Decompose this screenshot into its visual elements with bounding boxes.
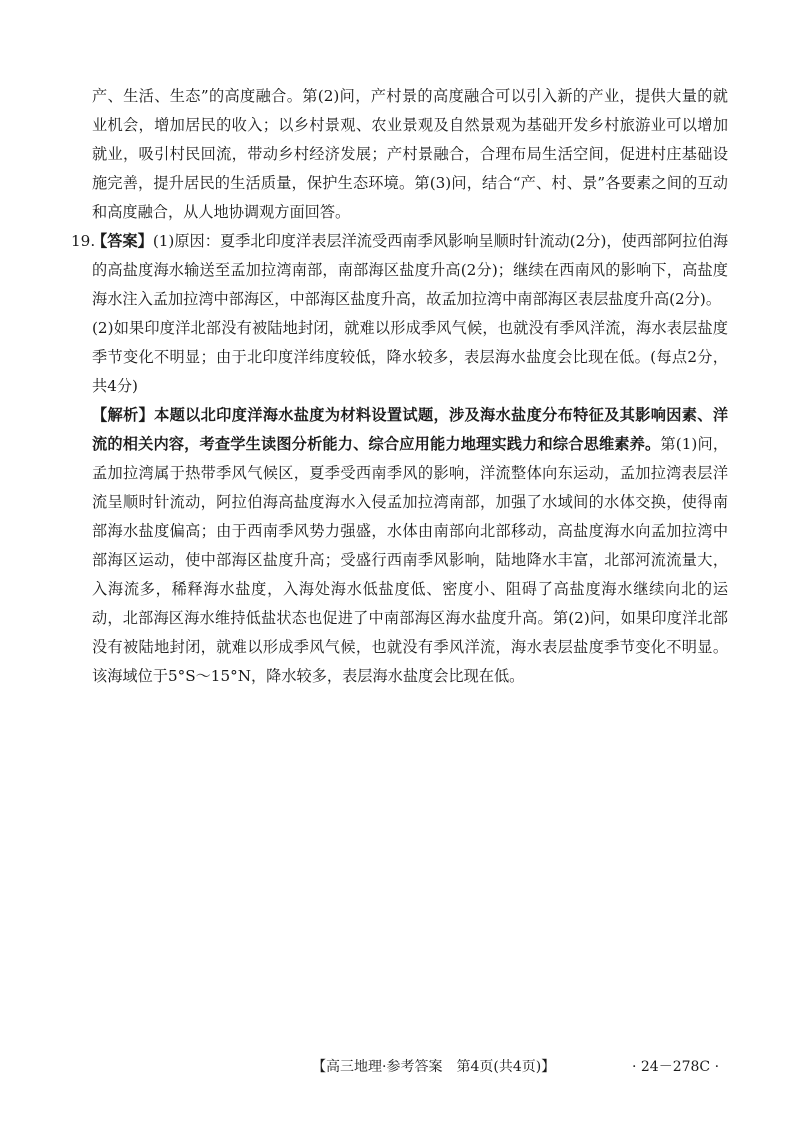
analysis-tag: 【解析】: [92, 406, 155, 424]
question-19-block: [71, 227, 729, 691]
analysis-text: 第(1)问，孟加拉湾属于热带季风气候区，夏季受西南季风的影响，洋流整体向东运动，孟加拉湾表层洋流呈顺时针流动，阿拉伯海高盐度海水入侵孟加拉湾南部，加强了水域间的水体交换，使得南部海水盐度偏高；由于西南季风势力强盛，水体由南部向北部移动，高盐度海水向孟加拉湾中部海区运动，使中部海区盐度升高；受盛行西南季风影响，陆地降水丰富，北部河流流量大，入海流多，稀释海水盐度，入海处海水低盐度低、密度小、阻碍了高盐度海水继续向北的运动，北部海区海水维持低盐状态也促进了中南部海区海水盐度升高。第(2)问，如果印度洋北部没有被陆地封闭，就难以形成季风气候，也就没有季风洋流，海水表层盐度季节变化不明显。该海域位于5°S～15°N，降水较多，表层海水盐度会比现在低。: [92, 435, 729, 685]
footer-title: 【高三地理·参考答案 第4页(共4页)】: [312, 1059, 556, 1075]
answer-part-1-text: (1)原因：夏季北印度洋表层洋流受西南季风影响呈顺时针流动(2分)，使西部阿拉伯海的高盐度海水输送至孟加拉湾南部，南部海区盐度升高(2分)；继续在西南风的影响下，高盐度海水注入孟加拉湾中部海区，中部海区盐度升高，故孟加拉湾中南部海区表层盐度升高(2分)。: [92, 232, 729, 308]
answer-tag: 【答案】: [92, 232, 153, 250]
analysis-intro: 本题以北印度洋海水盐度为材料设置试题，涉及海水盐度分布特征及其影响因素、洋流的相关内容，考查学生读图分析能力、综合应用能力地理实践力和综合思维素养。: [92, 406, 729, 453]
document-body: [71, 82, 729, 691]
question-number: 19.: [71, 232, 96, 250]
previous-answer-continuation: 产、生活、生态”的高度融合。第(2)问，产村景的高度融合可以引入新的产业，提供大量的就业机会，增加居民的收入；以乡村景观、农业景观及自然景观为基础开发乡村旅游业可以增加就业，吸引村民回流，带动乡村经济发展；产村景融合，合理布局生活空间，促进村庄基础设施完善，提升居民的生活质量，保护生态环境。第(3)问，结合“产、村、景”各要素之间的互动和高度融合，从人地协调观方面回答。: [92, 87, 728, 221]
answer-part-1: [92, 227, 728, 314]
footer-code: · 24－278C ·: [632, 1059, 720, 1075]
answer-part-2: (2)如果印度洋北部没有被陆地封闭，就难以形成季风气候，也就没有季风洋流，海水表层盐度季节变化不明显；由于北印度洋纬度较低，降水较多，表层海水盐度会比现在低。(每点2分，共4分): [92, 319, 728, 395]
analysis: [92, 401, 728, 691]
